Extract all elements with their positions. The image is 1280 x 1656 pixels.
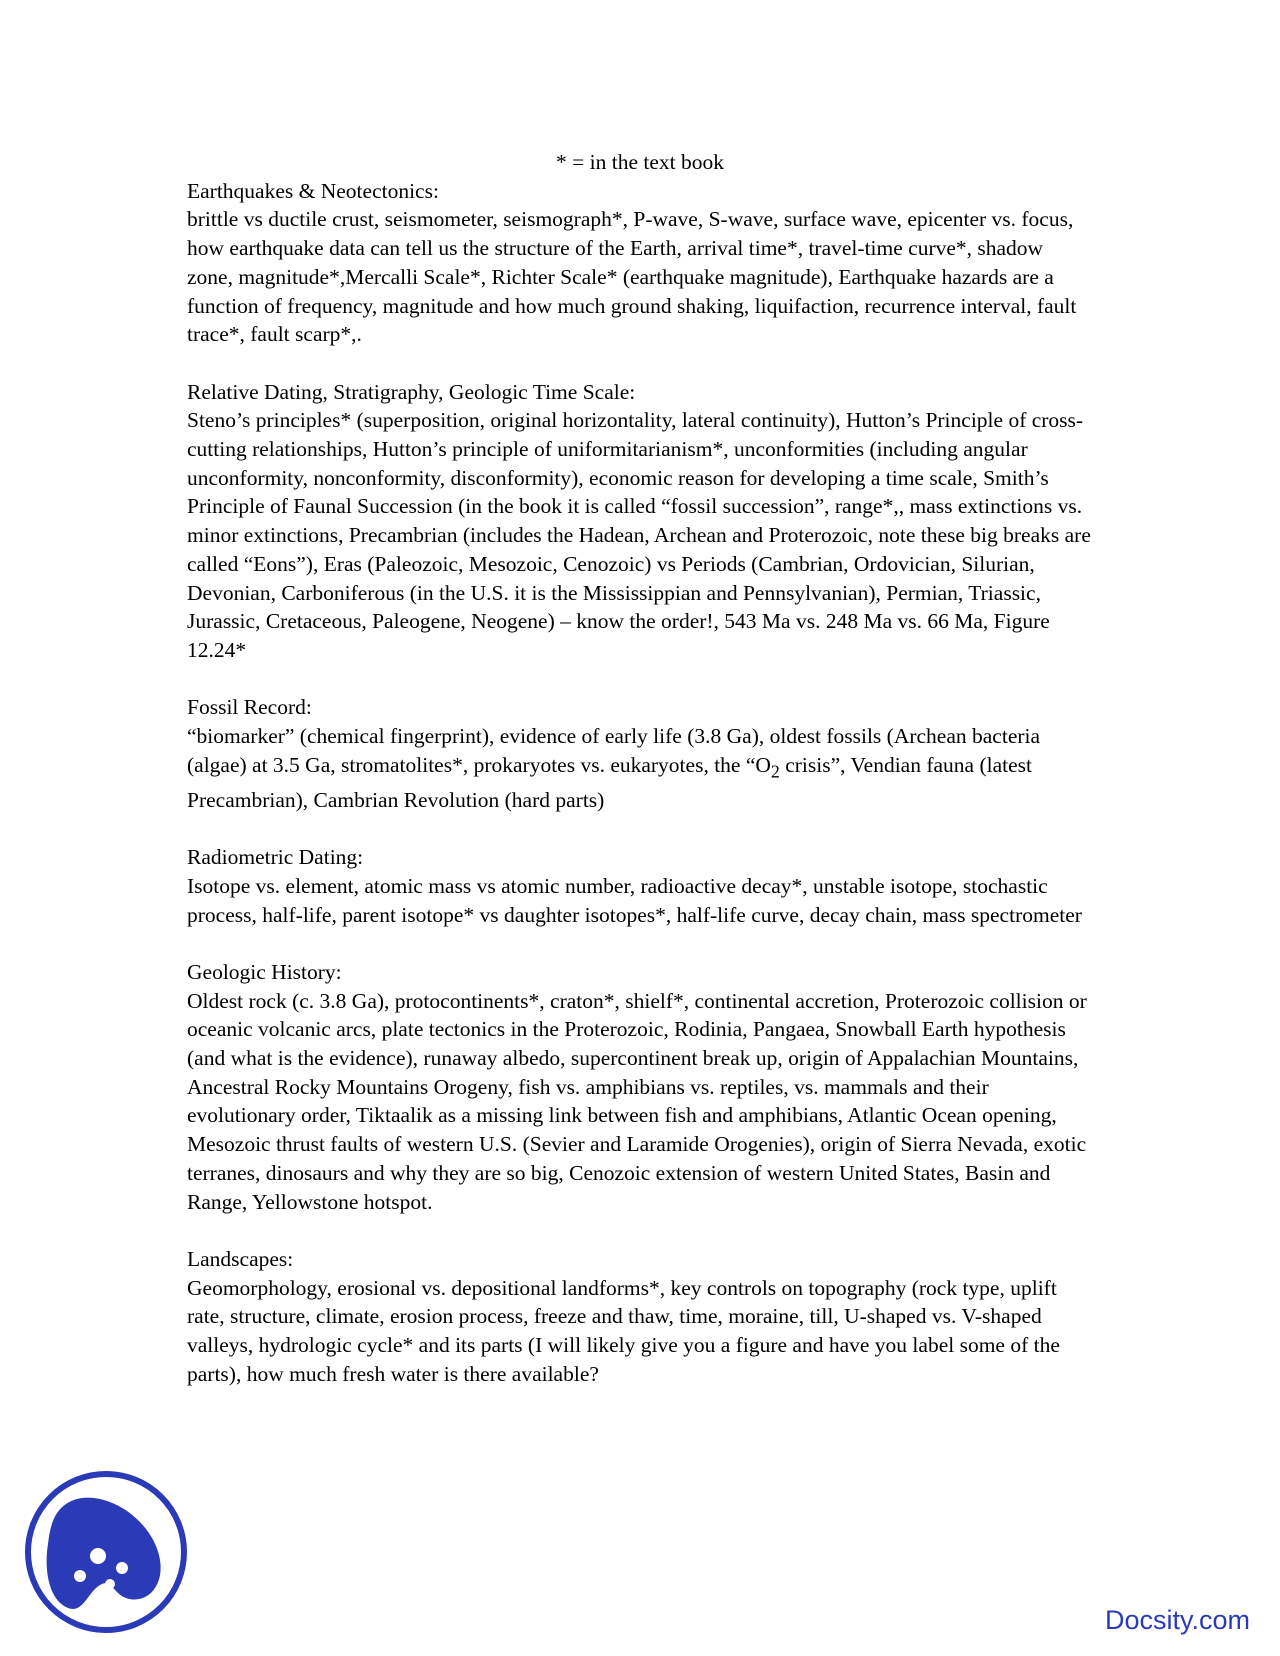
section-body: brittle vs ductile crust, seismometer, seismograph*, P-wave, S-wave, surface wave, epicenter vs. focus, how earthquake data can tell us the structure of the Earth, arrival time*, travel-time curve*, shadow zone, magnitude*,Mercalli Scale*, Richter Scale* (earthquake magnitude), Earthquake hazards are a function of frequency, magnitude and how much ground shaking, liquifaction, recurrence interval, fault trace*, fault scarp*,.	[187, 207, 1077, 347]
section-title: Radiometric Dating:	[187, 845, 364, 870]
section-title: Geologic History:	[187, 959, 342, 984]
section-relative-dating	[187, 378, 1093, 665]
section-fossil-record	[187, 693, 1093, 814]
section-title: Landscapes:	[187, 1246, 294, 1271]
section-title: Fossil Record:	[187, 695, 312, 720]
section-body: Oldest rock (c. 3.8 Ga), protocontinents*, craton*, shielf*, continental accretion, Proterozoic collision or oceanic volcanic arcs, plate tectonics in the Proterozoic, Rodinia, Pangaea, Snowball Earth hypothesis (and what is the evidence), runaway albedo, supercontinent break up, origin of Appalachian Mountains, Ancestral Rocky Mountains Orogeny, fish vs. amphibians vs. reptiles, vs. mammals and their evolutionary order, Tiktaalik as a missing link between fish and amphibians, Atlantic Ocean opening, Mesozoic thrust faults of western U.S. (Sevier and Laramide Orogenies), origin of Sierra Nevada, exotic terranes, dinosaurs and why they are so big, Cenozoic extension of western United States, Basin and Range, Yellowstone hotspot.	[187, 988, 1087, 1214]
section-body: Steno’s principles* (superposition, original horizontality, lateral continuity), Hutton’s Principle of cross-cutting relationships, Hutton’s principle of uniformitarianism*, unconformities (including angular unconformity, nonconformity, disconformity), economic reason for developing a time scale, Smith’s Principle of Faunal Succession (in the book it is called “fossil succession”, range*,, mass extinctions vs. minor extinctions, Precambrian (includes the Hadean, Archean and Proterozoic, note these big breaks are called “Eons”), Eras (Paleozoic, Mesozoic, Cenozoic) vs Periods (Cambrian, Ordovician, Silurian, Devonian, Carboniferous (in the U.S. it is the Mississippian and Pennsylvanian), Permian, Triassic, Jurassic, Cretaceous, Paleogene, Neogene) – know the order!, 543 Ma vs. 248 Ma vs. 66 Ma, Figure 12.24*	[187, 408, 1091, 662]
section-body: Isotope vs. element, atomic mass vs atomic number, radioactive decay*, unstable isotope, stochastic process, half-life, parent isotope* vs daughter isotopes*, half-life curve, decay chain, mass spectrometer	[187, 873, 1082, 927]
section-geologic-history	[187, 958, 1093, 1216]
subscript: 2	[770, 761, 780, 782]
section-earthquakes	[187, 177, 1093, 349]
section-title: Relative Dating, Stratigraphy, Geologic Time Scale:	[187, 379, 636, 404]
section-body: Geomorphology, erosional vs. depositional landforms*, key controls on topography (rock type, uplift rate, structure, climate, erosion process, freeze and thaw, time, moraine, till, U-shaped vs. V-shaped valleys, hydrologic cycle* and its parts (I will likely give you a figure and have you label some of the parts), how much fresh water is there available?	[187, 1275, 1060, 1386]
section-radiometric-dating	[187, 843, 1093, 929]
document-text	[187, 148, 1093, 1417]
body-part: crisis”, Vendian fauna (latest Precambrian), Cambrian Revolution (hard parts)	[187, 752, 1033, 812]
header-note: * = in the text book	[556, 150, 724, 174]
docsity-brand-link[interactable]: Docsity.com	[1104, 1605, 1250, 1635]
section-body	[187, 722, 1093, 814]
docsity-logo-icon[interactable]	[22, 1468, 190, 1636]
section-title: Earthquakes & Neotectonics:	[187, 178, 439, 203]
section-landscapes	[187, 1245, 1093, 1389]
body-part: “biomarker” (chemical fingerprint), evidence of early life (3.8 Ga), oldest fossils (Archean bacteria (algae) at 3.5 Ga, stromatolites*, prokaryotes vs. eukaryotes, the “O	[187, 724, 1041, 777]
